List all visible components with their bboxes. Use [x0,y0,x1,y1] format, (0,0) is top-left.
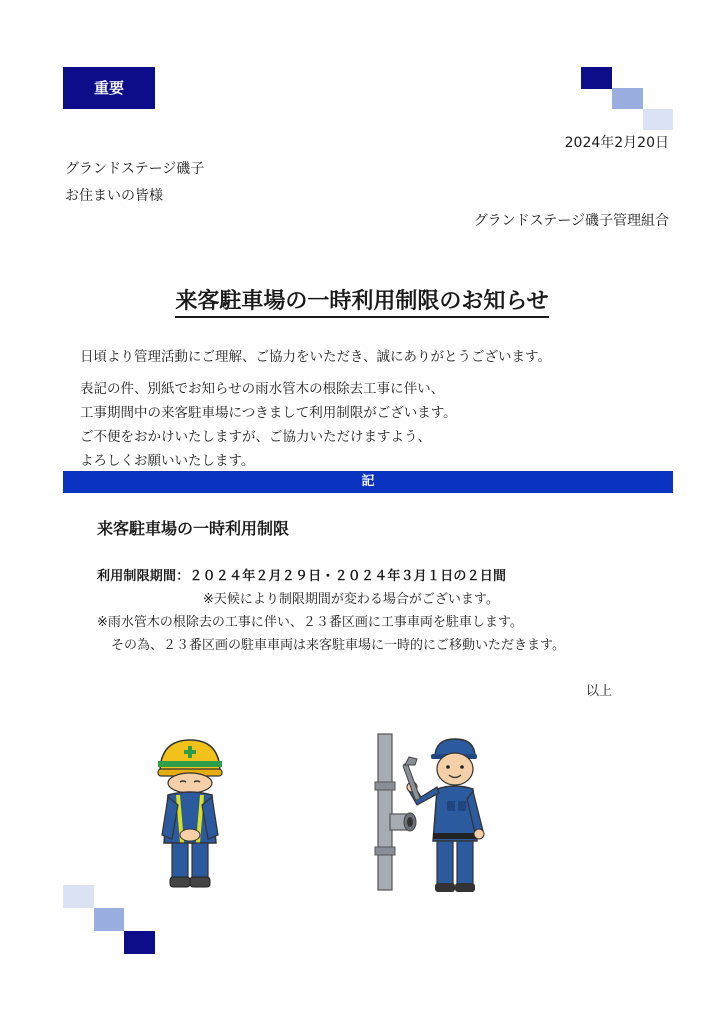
weather-note: ※天候により制限期間が変わる場合がございます。 [203,592,499,607]
decor-square-light-bottom [63,885,94,908]
body-line-2: 工事期間中の来客駐車場につきまして利用制限がございます。 [80,405,457,421]
greeting: 日頃より管理活動にご理解、ご協力をいただき、誠にありがとうございます。 [80,349,551,365]
decor-square-mid-bottom [94,908,124,931]
issue-date: 2024年2月20日 [564,135,669,151]
sender: グランドステージ磯子管理組合 [473,213,669,229]
worker-with-wrench-illustration [395,735,490,897]
recipient-building: グランドステージ磯子 [65,161,205,177]
notice-title [0,284,724,315]
body-line-4: よろしくお願いいたします。 [80,453,255,469]
relocation-note: その為、２３番区画の駐車車両は来客駐車場に一時的にご移動いただきます。 [111,638,565,653]
recipient-residents: お住まいの皆様 [65,188,163,204]
construction-note: ※雨水管木の根除去の工事に伴い、２３番区画に工事車両を駐車します。 [97,615,523,630]
decor-square-light [643,109,673,130]
ki-bar: 記 [63,471,673,493]
body-line-3: ご不便をおかけいたしますが、ご協力いただけますよう、 [80,429,431,445]
decor-square-mid [612,88,643,109]
restriction-period: 利用制限期間：２０２４年２月２９日・２０２４年３月１日の２日間 [97,569,507,584]
important-badge: 重要 [63,67,155,109]
notice-title-text: 来客駐車場の一時利用制限のお知らせ [175,289,548,318]
decor-square-dark-bottom [124,931,155,954]
section-heading: 来客駐車場の一時利用制限 [97,519,290,538]
decor-square-dark [581,67,612,89]
closing: 以上 [586,684,613,699]
bowing-worker-illustration [150,735,230,895]
body-line-1: 表記の件、別紙でお知らせの雨水管木の根除去工事に伴い、 [80,381,445,397]
